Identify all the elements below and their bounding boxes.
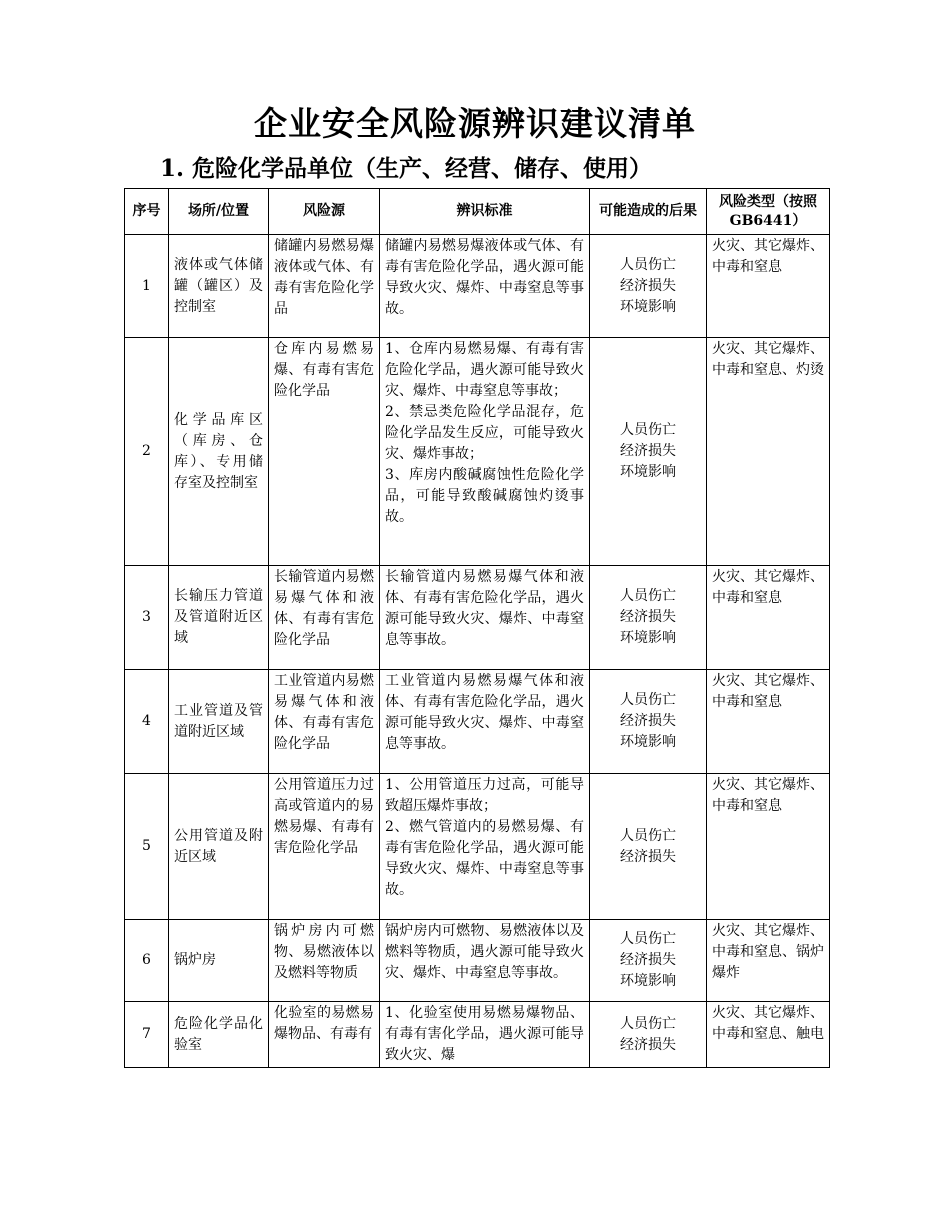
header-place: 场所/位置 <box>169 189 269 235</box>
risk-source-cell: 锅炉房内可燃物、易燃液体以及燃料等物质 <box>269 920 380 1002</box>
row-number: 4 <box>125 670 169 774</box>
risk-type-cell: 火灾、其它爆炸、中毒和窒息 <box>707 670 830 774</box>
consequence-cell: 人员伤亡 经济损失 环境影响 <box>590 566 707 670</box>
criteria-cell: 工业管道内易燃易爆气体和液体、有毒有害危险化学品，遇火源可能导致火灾、爆炸、中毒窒息等事故。 <box>380 670 590 774</box>
consequence-cell: 人员伤亡 经济损失 环境影响 <box>590 338 707 566</box>
risk-source-cell: 公用管道压力过高或管道内的易燃易爆、有毒有害危险化学品 <box>269 774 380 920</box>
table-row <box>125 920 830 1002</box>
consequence-cell: 人员伤亡 经济损失 环境影响 <box>590 235 707 338</box>
document-title: 企业安全风险源辨识建议清单 <box>254 104 696 143</box>
row-number: 5 <box>125 774 169 920</box>
risk-source-cell: 长输管道内易燃易爆气体和液体、有毒有害危险化学品 <box>269 566 380 670</box>
risk-type-cell: 火灾、其它爆炸、中毒和窒息 <box>707 566 830 670</box>
place-cell: 工业管道及管道附近区域 <box>169 670 269 774</box>
row-number: 7 <box>125 1002 169 1068</box>
section-heading: 1. 危险化学品单位（生产、经营、储存、使用） <box>160 155 653 182</box>
risk-source-cell: 储罐内易燃易爆液体或气体、有毒有害危险化学品 <box>269 235 380 338</box>
risk-source-cell: 工业管道内易燃易爆气体和液体、有毒有害危险化学品 <box>269 670 380 774</box>
consequence-cell: 人员伤亡 经济损失 环境影响 <box>590 920 707 1002</box>
header-no: 序号 <box>125 189 169 235</box>
header-source: 风险源 <box>269 189 380 235</box>
consequence-cell: 人员伤亡 经济损失 环境影响 <box>590 670 707 774</box>
row-number: 1 <box>125 235 169 338</box>
risk-type-cell: 火灾、其它爆炸、中毒和窒息 <box>707 235 830 338</box>
risk-type-cell: 火灾、其它爆炸、中毒和窒息、锅炉爆炸 <box>707 920 830 1002</box>
row-number: 3 <box>125 566 169 670</box>
consequence-cell: 人员伤亡 经济损失 <box>590 774 707 920</box>
risk-type-cell: 火灾、其它爆炸、中毒和窒息、触电 <box>707 1002 830 1068</box>
risk-source-table <box>124 188 830 1068</box>
place-cell: 长输压力管道及管道附近区域 <box>169 566 269 670</box>
table-row <box>125 235 830 338</box>
header-criteria: 辨识标准 <box>380 189 590 235</box>
table-row <box>125 774 830 920</box>
table-row <box>125 338 830 566</box>
consequence-cell: 人员伤亡 经济损失 <box>590 1002 707 1068</box>
table-row <box>125 566 830 670</box>
risk-type-cell: 火灾、其它爆炸、中毒和窒息、灼烫 <box>707 338 830 566</box>
place-cell: 化学品库区（库房、仓库）、专用储存室及控制室 <box>169 338 269 566</box>
table-row <box>125 670 830 774</box>
header-consequence: 可能造成的后果 <box>590 189 707 235</box>
criteria-cell: 1、仓库内易燃易爆、有毒有害危险化学品，遇火源可能导致火灾、爆炸、中毒窒息等事故； 2、禁忌类危险化学品混存，危险化学品发生反应，可能导致火灾、爆炸事故； 3、库房内酸碱腐蚀性危险化学品，可能导致酸碱腐蚀灼烫事故。 <box>380 338 590 566</box>
header-type: 风险类型（按照 GB6441） <box>707 189 830 235</box>
row-number: 6 <box>125 920 169 1002</box>
criteria-cell: 长输管道内易燃易爆气体和液体、有毒有害危险化学品，遇火源可能导致火灾、爆炸、中毒窒息等事故。 <box>380 566 590 670</box>
risk-type-cell: 火灾、其它爆炸、中毒和窒息 <box>707 774 830 920</box>
risk-source-cell: 化验室的易燃易爆物品、有毒有 <box>269 1002 380 1068</box>
table-header-row <box>125 189 830 235</box>
risk-source-cell: 仓库内易燃易爆、有毒有害危险化学品 <box>269 338 380 566</box>
place-cell: 公用管道及附近区域 <box>169 774 269 920</box>
row-number: 2 <box>125 338 169 566</box>
place-cell: 液体或气体储罐（罐区）及控制室 <box>169 235 269 338</box>
place-cell: 危险化学品化验室 <box>169 1002 269 1068</box>
criteria-cell: 锅炉房内可燃物、易燃液体以及燃料等物质，遇火源可能导致火灾、爆炸、中毒窒息等事故。 <box>380 920 590 1002</box>
criteria-cell: 1、公用管道压力过高，可能导致超压爆炸事故； 2、燃气管道内的易燃易爆、有毒有害危险化学品，遇火源可能导致火灾、爆炸、中毒窒息等事故。 <box>380 774 590 920</box>
criteria-cell: 1、化验室使用易燃易爆物品、有毒有害化学品，遇火源可能导致火灾、爆 <box>380 1002 590 1068</box>
place-cell: 锅炉房 <box>169 920 269 1002</box>
criteria-cell: 储罐内易燃易爆液体或气体、有毒有害危险化学品，遇火源可能导致火灾、爆炸、中毒窒息等事故。 <box>380 235 590 338</box>
table-row <box>125 1002 830 1068</box>
